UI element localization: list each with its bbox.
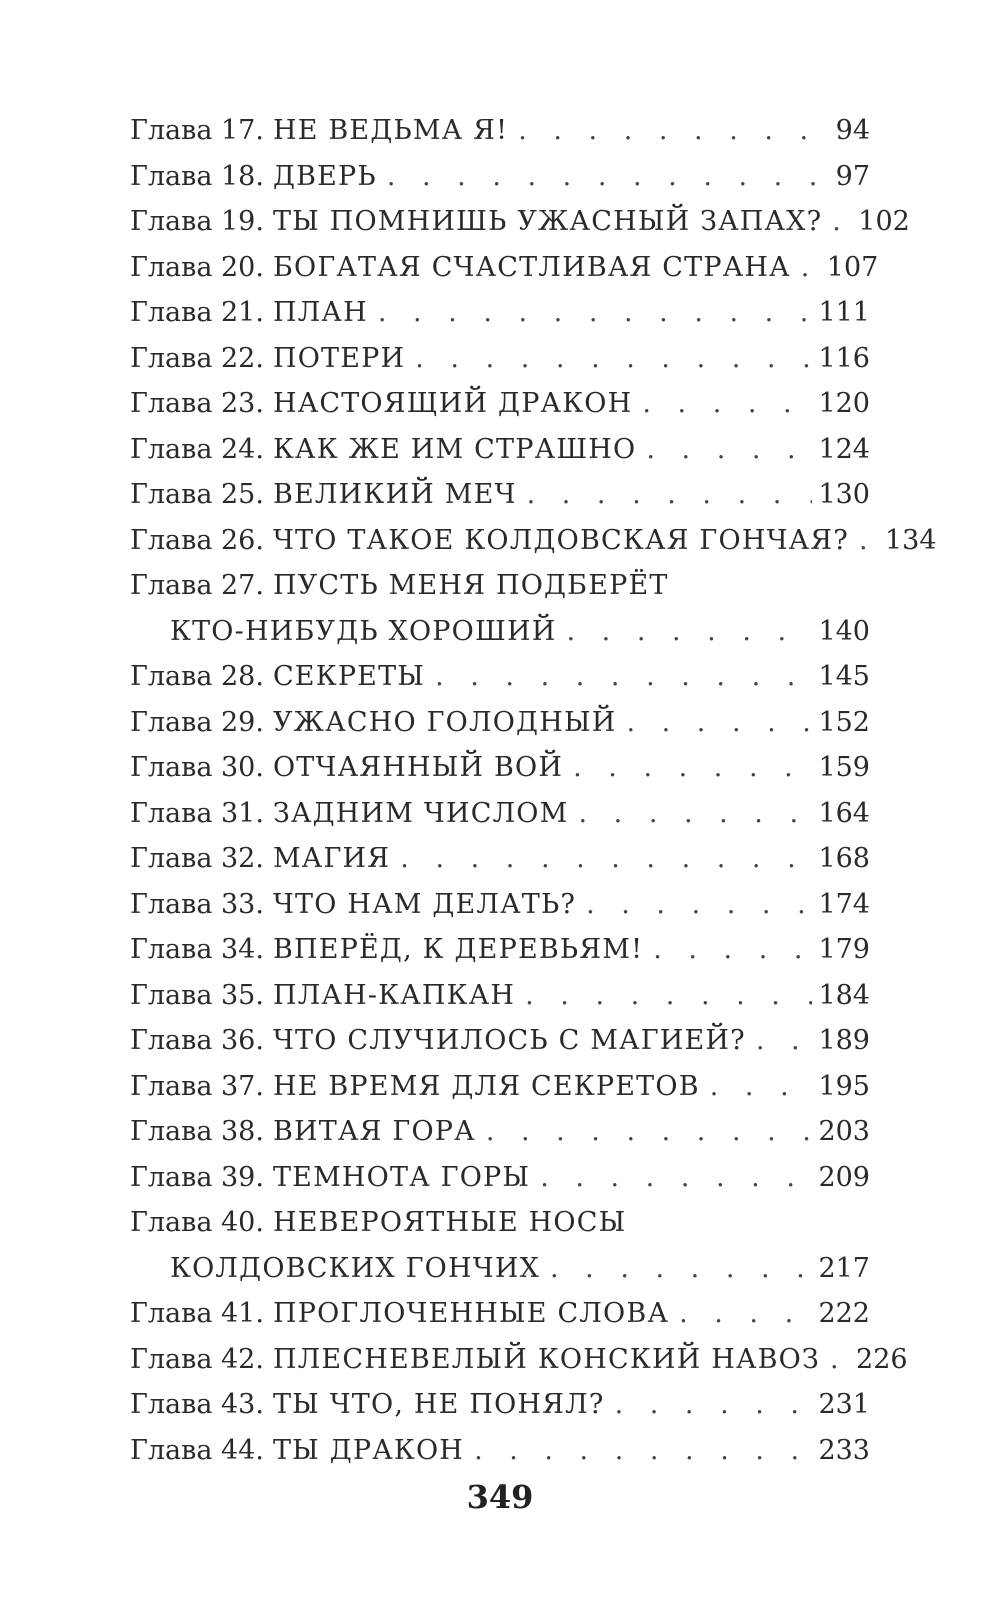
table-of-contents	[130, 108, 937, 1473]
toc-entry	[130, 245, 879, 291]
chapter-title: ПУСТЬ МЕНЯ ПОДБЕРЁТ	[272, 570, 669, 601]
dot-leader	[586, 882, 812, 928]
toc-entry	[130, 154, 870, 200]
toc-entry	[130, 654, 870, 700]
toc-entry	[130, 1337, 908, 1383]
toc-entry	[130, 199, 910, 245]
toc-entry	[130, 1018, 870, 1064]
page-ref: 111	[818, 297, 870, 328]
toc-entry	[130, 1064, 870, 1110]
dot-leader	[573, 745, 812, 791]
toc-line	[130, 108, 870, 154]
toc-entry	[130, 1291, 870, 1337]
dot-leader	[832, 199, 852, 245]
chapter-title: МАГИЯ	[272, 843, 391, 874]
toc-line	[130, 882, 870, 928]
dot-leader	[653, 927, 812, 973]
chapter-label: Глава 22.	[130, 342, 264, 374]
chapter-title: УЖАСНО ГОЛОДНЫЙ	[272, 706, 617, 738]
toc-entry	[130, 1200, 870, 1291]
toc-entry	[130, 700, 870, 746]
page-ref: 226	[856, 1343, 908, 1375]
page-ref: 145	[818, 661, 870, 692]
toc-entry	[130, 563, 870, 654]
chapter-title: ПЛАН-КАПКАН	[272, 979, 516, 1011]
chapter-title: ВЕЛИКИЙ МЕЧ	[272, 479, 517, 510]
dot-leader	[474, 1428, 812, 1474]
dot-leader	[859, 518, 879, 564]
chapter-label: Глава 44.	[130, 1434, 264, 1466]
chapter-title: ТЫ ДРАКОН	[272, 1434, 465, 1466]
chapter-title: ЧТО СЛУЧИЛОСЬ С МАГИЕЙ?	[272, 1025, 746, 1056]
toc-entry	[130, 518, 937, 564]
toc-entry	[130, 1109, 870, 1155]
toc-line	[130, 1155, 870, 1201]
chapter-title: СЕКРЕТЫ	[272, 661, 426, 692]
page-ref: 203	[818, 1116, 870, 1147]
chapter-title-continuation: КОЛДОВСКИХ ГОНЧИХ	[170, 1252, 540, 1284]
page-ref: 97	[835, 160, 870, 192]
chapter-title: ЧТО ТАКОЕ КОЛДОВСКАЯ ГОНЧАЯ?	[272, 524, 849, 556]
chapter-label: Глава 28.	[130, 661, 264, 692]
page-ref: 222	[818, 1298, 870, 1329]
chapter-label: Глава 30.	[130, 752, 264, 783]
toc-line	[130, 1018, 870, 1064]
dot-leader	[540, 1155, 812, 1201]
toc-line	[130, 927, 870, 973]
chapter-title: НАСТОЯЩИЙ ДРАКОН	[272, 388, 633, 419]
toc-line	[130, 245, 879, 291]
page-ref: 152	[818, 706, 870, 738]
chapter-label: Глава 25.	[130, 479, 264, 510]
page-ref: 164	[818, 797, 870, 829]
page-ref: 120	[818, 388, 870, 419]
dot-leader	[567, 609, 813, 655]
dot-leader	[578, 791, 812, 837]
chapter-title: КАК ЖЕ ИМ СТРАШНО	[272, 433, 637, 465]
dot-leader	[400, 836, 812, 882]
toc-line	[130, 154, 870, 200]
dot-leader	[646, 427, 812, 473]
toc-entry	[130, 791, 870, 837]
page-ref: 233	[818, 1434, 870, 1466]
dot-leader	[830, 1337, 850, 1383]
dot-leader	[525, 973, 812, 1019]
dot-leader	[615, 1382, 813, 1428]
chapter-title: ПРОГЛОЧЕННЫЕ СЛОВА	[272, 1298, 670, 1329]
chapter-label: Глава 34.	[130, 934, 264, 965]
page-ref: 189	[818, 1025, 870, 1056]
dot-leader	[527, 472, 813, 518]
chapter-label: Глава 40.	[130, 1207, 264, 1238]
toc-line-continuation	[130, 1246, 870, 1292]
chapter-label: Глава 27.	[130, 570, 264, 601]
dot-leader	[550, 1246, 812, 1292]
toc-entry	[130, 381, 870, 427]
toc-line	[130, 1382, 870, 1428]
page-ref: 231	[818, 1389, 870, 1420]
dot-leader	[756, 1018, 813, 1064]
chapter-title: ЗАДНИМ ЧИСЛОМ	[272, 797, 569, 829]
toc-entry	[130, 1382, 870, 1428]
page-ref: 102	[858, 206, 910, 237]
page-ref: 134	[884, 524, 937, 556]
chapter-title: ПОТЕРИ	[272, 342, 406, 374]
toc-entry	[130, 427, 870, 473]
dot-leader	[435, 654, 812, 700]
page-ref: 168	[818, 843, 870, 874]
page-ref: 184	[818, 979, 870, 1011]
toc-line	[130, 518, 937, 564]
chapter-title: НЕ ВРЕМЯ ДЛЯ СЕКРЕТОВ	[272, 1070, 700, 1102]
toc-line	[130, 381, 870, 427]
page-ref: 107	[826, 251, 879, 283]
chapter-label: Глава 42.	[130, 1343, 264, 1375]
page-ref: 124	[818, 433, 870, 465]
toc-line	[130, 336, 870, 382]
toc-line	[130, 700, 870, 746]
toc-entry	[130, 472, 870, 518]
toc-entry	[130, 336, 870, 382]
chapter-title: ВПЕРЁД, К ДЕРЕВЬЯМ!	[272, 934, 644, 965]
chapter-label: Глава 21.	[130, 297, 264, 328]
page-ref: 179	[818, 934, 870, 965]
chapter-label: Глава 29.	[130, 706, 264, 738]
chapter-label: Глава 33.	[130, 888, 264, 920]
dot-leader	[626, 700, 812, 746]
page-ref: 140	[818, 615, 870, 647]
toc-entry	[130, 836, 870, 882]
chapter-title: ПЛЕСНЕВЕЛЫЙ КОНСКИЙ НАВОЗ	[272, 1343, 821, 1375]
chapter-label: Глава 17.	[130, 115, 264, 146]
toc-line	[130, 199, 910, 245]
dot-leader	[801, 245, 821, 291]
page-ref: 174	[818, 888, 870, 920]
toc-line	[130, 1200, 870, 1246]
toc-line	[130, 427, 870, 473]
chapter-title-continuation: КТО-НИБУДЬ ХОРОШИЙ	[170, 615, 557, 647]
chapter-label: Глава 32.	[130, 843, 264, 874]
chapter-title: НЕВЕРОЯТНЫЕ НОСЫ	[272, 1207, 627, 1238]
chapter-label: Глава 43.	[130, 1389, 264, 1420]
dot-leader	[642, 381, 812, 427]
chapter-label: Глава 37.	[130, 1070, 264, 1102]
chapter-label: Глава 35.	[130, 979, 264, 1011]
dot-leader	[387, 154, 830, 200]
toc-line	[130, 1109, 870, 1155]
toc-line	[130, 290, 870, 336]
chapter-label: Глава 20.	[130, 251, 264, 283]
dot-leader	[710, 1064, 813, 1110]
chapter-label: Глава 24.	[130, 433, 264, 465]
chapter-title: ТЕМНОТА ГОРЫ	[272, 1161, 531, 1193]
page-ref: 130	[818, 479, 870, 510]
page-ref: 217	[818, 1252, 870, 1284]
chapter-title: ТЫ ПОМНИШЬ УЖАСНЫЙ ЗАПАХ?	[272, 206, 823, 237]
toc-line	[130, 973, 870, 1019]
chapter-label: Глава 26.	[130, 524, 264, 556]
toc-line	[130, 472, 870, 518]
dot-leader	[518, 108, 829, 154]
toc-line	[130, 654, 870, 700]
toc-entry	[130, 1428, 870, 1474]
chapter-label: Глава 31.	[130, 797, 264, 829]
chapter-label: Глава 19.	[130, 206, 264, 237]
chapter-label: Глава 41.	[130, 1298, 264, 1329]
chapter-label: Глава 38.	[130, 1116, 264, 1147]
page-ref: 209	[818, 1161, 870, 1193]
toc-line	[130, 836, 870, 882]
chapter-title: НЕ ВЕДЬМА Я!	[272, 115, 509, 146]
dot-leader	[415, 336, 812, 382]
toc-entry	[130, 882, 870, 928]
chapter-label: Глава 36.	[130, 1025, 264, 1056]
toc-line	[130, 1337, 908, 1383]
toc-line	[130, 791, 870, 837]
chapter-title: ПЛАН	[272, 297, 368, 328]
page-ref: 94	[835, 115, 870, 146]
toc-line-continuation	[130, 609, 870, 655]
toc-line	[130, 1291, 870, 1337]
page-ref: 195	[818, 1070, 870, 1102]
chapter-title: ЧТО НАМ ДЕЛАТЬ?	[272, 888, 577, 920]
chapter-label: Глава 23.	[130, 388, 264, 419]
toc-entry	[130, 745, 870, 791]
toc-entry	[130, 973, 870, 1019]
toc-entry	[130, 927, 870, 973]
toc-line	[130, 563, 870, 609]
toc-entry	[130, 1155, 870, 1201]
chapter-title: ВИТАЯ ГОРА	[272, 1116, 476, 1147]
dot-leader	[378, 290, 813, 336]
chapter-title: БОГАТАЯ СЧАСТЛИВАЯ СТРАНА	[272, 251, 791, 283]
chapter-title: ТЫ ЧТО, НЕ ПОНЯЛ?	[272, 1389, 605, 1420]
toc-line	[130, 1064, 870, 1110]
page-number: 349	[466, 1478, 534, 1516]
chapter-label: Глава 18.	[130, 160, 264, 192]
chapter-title: ДВЕРЬ	[272, 160, 377, 192]
page-ref: 116	[818, 342, 870, 374]
page-ref: 159	[818, 752, 870, 783]
chapter-label: Глава 39.	[130, 1161, 264, 1193]
toc-entry	[130, 290, 870, 336]
dot-leader	[679, 1291, 812, 1337]
toc-line	[130, 1428, 870, 1474]
dot-leader	[486, 1109, 813, 1155]
toc-entry	[130, 108, 870, 154]
toc-line	[130, 745, 870, 791]
chapter-title: ОТЧАЯННЫЙ ВОЙ	[272, 752, 564, 783]
